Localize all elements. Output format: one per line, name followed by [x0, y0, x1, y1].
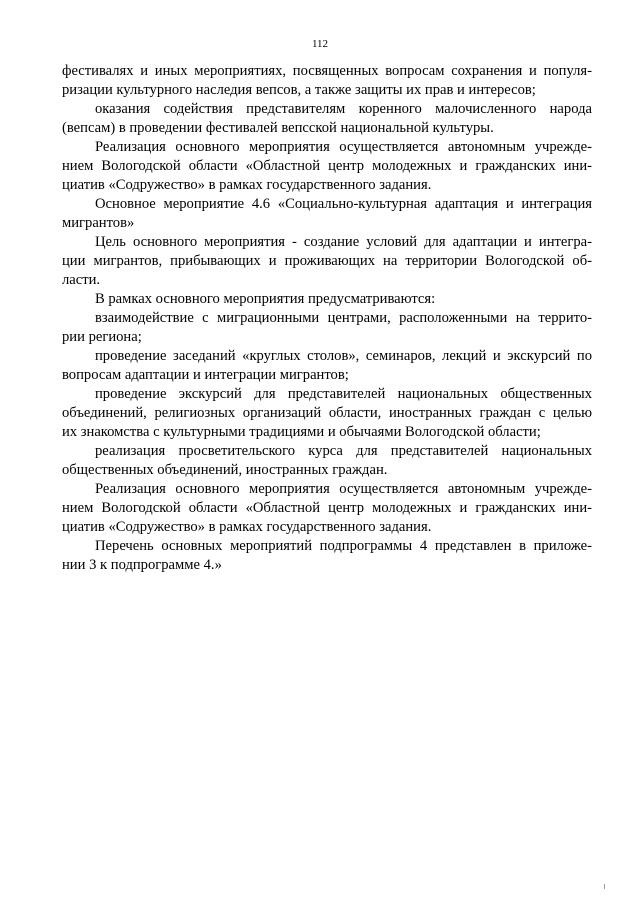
text-line: общественных объединений, иностранных граждан. [62, 462, 388, 478]
text-line: ции мигрантов, прибывающих и проживающих на территории Вологодской об- [62, 253, 592, 269]
text-line: В рамках основного мероприятия предусматриваются: [95, 291, 436, 307]
text-line: ласти. [62, 272, 101, 288]
text-line: фестивалях и иных мероприятиях, посвященных вопросам сохранения и популя- [62, 63, 592, 79]
text-line: реализация просветительского курса для представителей национальных [95, 443, 592, 459]
text-line: проведение заседаний «круглых столов», семинаров, лекций и экскурсий по [95, 348, 592, 364]
text-line: нием Вологодской области «Областной центр молодежных и гражданских ини- [62, 158, 592, 174]
text-line: проведение экскурсий для представителей национальных общественных [95, 386, 592, 402]
text-line: нии 3 к подпрограмме 4.» [62, 557, 222, 573]
text-line: циатив «Содружество» в рамках государственного задания. [62, 519, 432, 535]
text-line: циатив «Содружество» в рамках государственного задания. [62, 177, 432, 193]
text-line: Реализация основного мероприятия осуществляется автономным учрежде- [95, 139, 592, 155]
text-line: оказания содействия представителям коренного малочисленного народа [95, 101, 592, 117]
text-line: Цель основного мероприятия - создание условий для адаптации и интегра- [95, 234, 592, 250]
text-line: нием Вологодской области «Областной центр молодежных и гражданских ини- [62, 500, 592, 516]
text-line: их знакомства с культурными традициями и обычаями Вологодской области; [62, 424, 541, 440]
body-text [62, 62, 592, 575]
text-line: вопросам адаптации и интеграции мигрантов; [62, 367, 349, 383]
text-line: Реализация основного мероприятия осуществляется автономным учрежде- [95, 481, 592, 497]
text-line: объединений, религиозных организаций области, иностранных граждан с целью [62, 405, 592, 421]
text-line: взаимодействие с миграционными центрами, расположенными на террито- [95, 310, 592, 326]
text-line: Перечень основных мероприятий подпрограммы 4 представлен в приложе- [95, 538, 592, 554]
text-line: мигрантов» [62, 215, 135, 231]
text-line: рии региона; [62, 329, 142, 345]
text-line: Основное мероприятие 4.6 «Социально-культурная адаптация и интеграция [95, 196, 592, 212]
text-line: ризации культурного наследия вепсов, а также защиты их прав и интересов; [62, 82, 536, 98]
text-line: (вепсам) в проведении фестивалей вепсской национальной культуры. [62, 120, 494, 136]
page-number: 112 [311, 38, 329, 50]
edge-mark [604, 884, 605, 889]
